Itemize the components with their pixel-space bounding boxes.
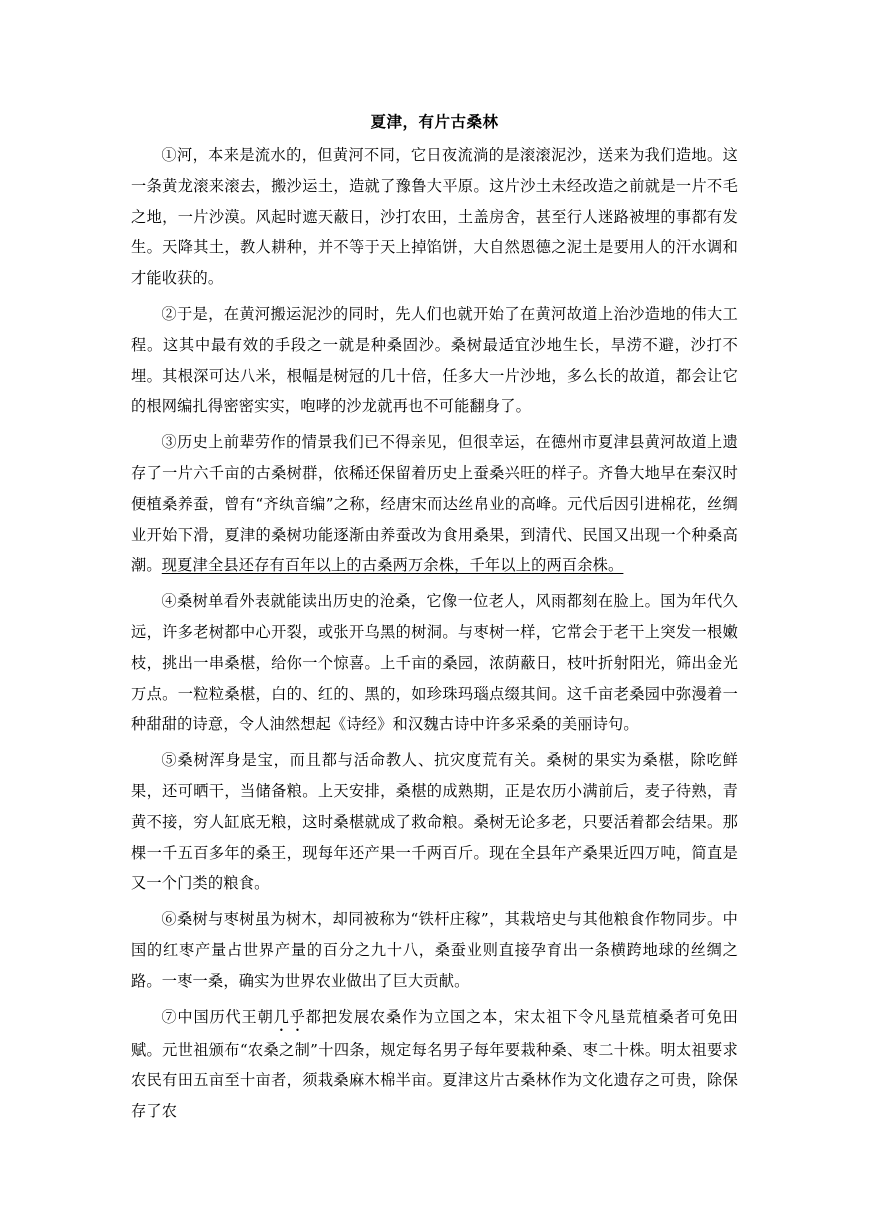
paragraph-7-start: ⑦中国历代王朝 bbox=[161, 1007, 274, 1026]
paragraph-1: ①河，本来是流水的，但黄河不同，它日夜流淌的是滚滚泥沙，送来为我们造地。这一条黄龙滚来滚去，搬沙运土，造就了豫鲁大平原。这片沙土未经改造之前就是一片不毛之地，一片沙漠。风起时遮天蔽日，沙打农田，土盖房舍，甚至行人迷路被埋的事都有发生。天降其土，教人耕种，并不等于天上掉馅饼，大自然恩德之泥土是要用人的汗水调和才能收获的。 bbox=[131, 146, 738, 288]
emphasized-word: 几乎 bbox=[273, 1007, 306, 1026]
paragraph-2: ②于是，在黄河搬运泥沙的同时，先人们也就开始了在黄河故道上治沙造地的伟大工程。这其中最有效的手段之一就是种桑固沙。桑树最适宜沙地生长，旱涝不避，沙打不埋。其根深可达八米，根幅是树冠的几十倍，任多大一片沙地，多么长的故道，都会让它的根网编扎得密密实实，咆哮的沙龙就再也不可能翻身了。 bbox=[131, 304, 738, 416]
article-title: 夏津，有片古桑林 bbox=[370, 112, 499, 131]
paragraph-7-rest: 都把发展农桑作为立国之本，宋太祖下令凡垦荒植桑者可免田赋。元世祖颁布“农桑之制”十四条，规定每名男子每年要栽种桑、枣二十株。明太祖要求农民有田五亩至十亩者，须栽桑麻木棉半亩。夏津这片古桑林作为文化遗存之可贵，除保存了农 bbox=[131, 1007, 738, 1121]
paragraph-3-text: ③历史上前辈劳作的情景我们已不得亲见，但很幸运，在德州市夏津县黄河故道上遗存了一片六千亩的古桑树群，依稀还保留着历史上蚕桑兴旺的样子。齐鲁大地早在秦汉时便植桑养蚕，曾有“齐纨音编”之称，经唐宋而达丝帛业的高峰。元代后因引进棉花，丝绸业开始下滑，夏津的桑树功能逐渐由养蚕改为食用桑果，到清代、民国又出现一个种桑高潮。 bbox=[131, 433, 738, 575]
article-body bbox=[131, 140, 738, 1132]
paragraph-6: ⑥桑树与枣树虽为树木，却同被称为“铁杆庄稼”，其栽培史与其他粮食作物同步。中国的红枣产量占世界产量的百分之九十八，桑蚕业则直接孕育出一条横跨地球的丝绸之路。一枣一桑，确实为世界农业做出了巨大贡献。 bbox=[131, 910, 738, 990]
paragraph-4: ④桑树单看外表就能读出历史的沧桑，它像一位老人，风雨都刻在脸上。国为年代久远，许多老树都中心开裂，或张开乌黑的树洞。与枣树一样，它常会于老干上突发一根嫩枝，挑出一串桑椹，给你一个惊喜。上千亩的桑园，浓荫蔽日，枝叶折射阳光，筛出金光万点。一粒粒桑椹，白的、红的、黑的，如珍珠玛瑙点缀其间。这千亩老桑园中弥漫着一种甜甜的诗意，令人油然想起《诗经》和汉魏古诗中许多采桑的美丽诗句。 bbox=[131, 592, 738, 734]
paragraph-3 bbox=[131, 427, 738, 581]
paragraph-5: ⑤桑树浑身是宝，而且都与活命教人、抗灾度荒有关。桑树的果实为桑椹，除吃鲜果，还可晒干，当储备粮。上天安排，桑椹的成熟期，正是农历小满前后，麦子待熟，青黄不接，穷人缸底无粮，这时桑椹就成了救命粮。桑树无论多老，只要活着都会结果。那棵一千五百多年的桑王，现每年还产果一千两百斤。现在全县年产桑果近四万吨，简直是又一个门类的粮食。 bbox=[131, 751, 738, 893]
paragraph-7 bbox=[131, 1002, 738, 1127]
underlined-sentence: 现夏津全县还存有百年以上的古桑两万余株，千年以上的两百余株。 bbox=[161, 556, 624, 575]
